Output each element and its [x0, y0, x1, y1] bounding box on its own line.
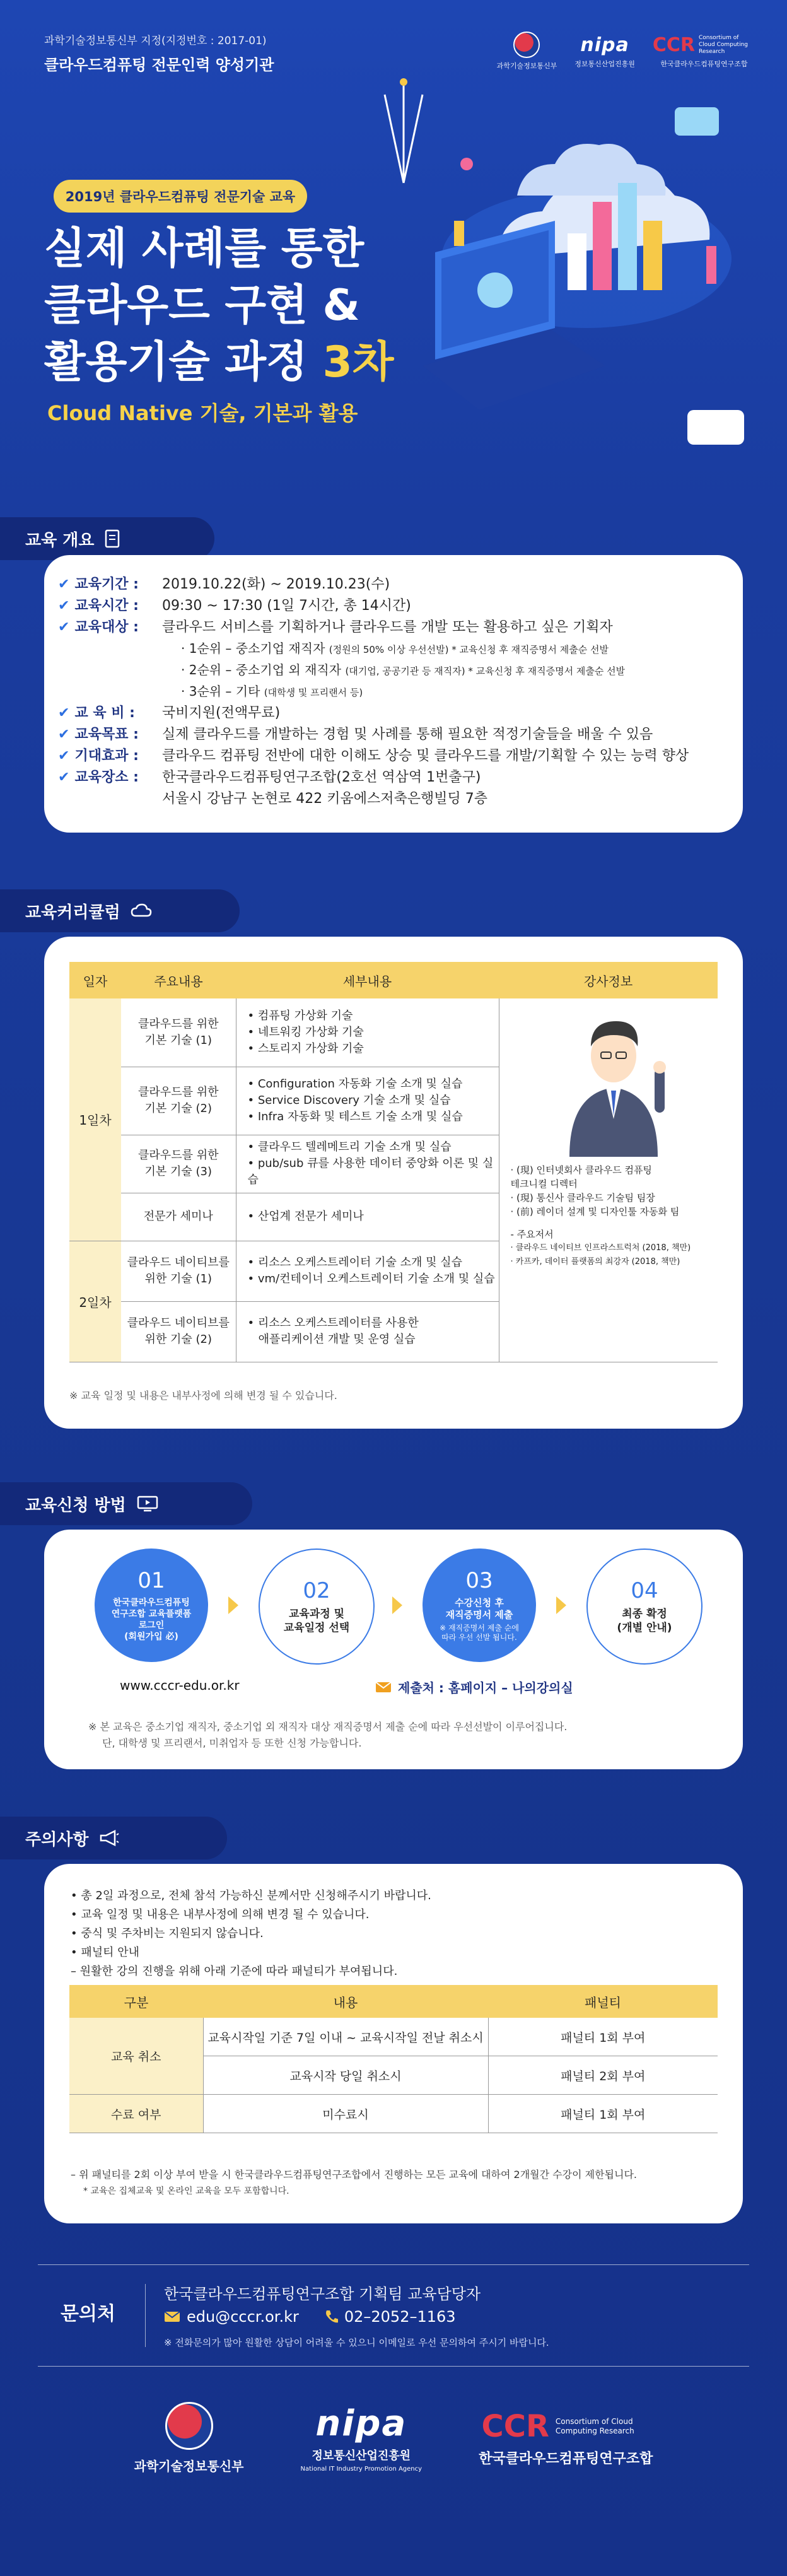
msit-emblem-icon — [513, 32, 540, 58]
contact-org: 한국클라우드컴퓨팅연구조합 기획팀 교육담당자 — [164, 2285, 481, 2303]
penalty-table: 구분 내용 패널티 교육 취소 교육시작일 기준 7일 이내 ~ 교육시작일 전날 취소시 패널티 1회 부여 교육시작 당일 취소시 패널티 2회 부여 수료 여부 미수료시 패널티 1회 부여 — [69, 1985, 718, 2133]
caution-footnotes: – 위 패널티를 2회 이상 부여 받을 시 한국클라우드컴퓨팅연구조합에서 진행하는 모든 교육에 대하여 2개월간 수강이 제한됩니다. * 교육은 집체교육 및 온라인 교육을 모두 포함합니다. — [71, 2169, 637, 2196]
contact-divider — [145, 2284, 146, 2347]
footer-nipa-logo: nipa 정보통신산업진흥원 National IT Industry Promotion Agency — [300, 2403, 423, 2473]
apply-step-3: 03 수강신청 후 재직증명서 제출 ※ 재직증명서 제출 순에 따라 우선 선발 됩니다. — [423, 1549, 536, 1662]
overview-period: ✔ 교육기간 : 2019.10.22(화) ~ 2019.10.23(수) — [58, 577, 390, 592]
overview-goal: ✔ 교육목표 : 실제 클라우드를 개발하는 경험 및 사례를 통해 필요한 적정기술들을 배울 수 있음 — [58, 727, 653, 742]
nipa-logo: nipa 정보통신산업진흥원 — [574, 33, 635, 68]
institution-title: 클라우드컴퓨팅 전문인력 양성기관 — [44, 56, 274, 74]
msit-emblem-icon — [165, 2402, 213, 2450]
table-row: 클라우드 네이티브를 위한 기술 (2) • 리소스 오케스트레이터를 사용한 애플리케이션 개발 및 운영 실습 — [69, 1301, 718, 1362]
contact-section — [38, 2264, 749, 2367]
footer-ccr-logo: CCR Consortium of Cloud Computing Research 한국클라우드컴퓨팅연구조합 — [479, 2408, 653, 2467]
table-row: 클라우드를 위한 기본 기술 (3) • 클라우드 텔레메트리 기술 소개 및 실습 • pub/sub 큐를 사용한 데이터 중앙화 이론 및 실습 — [69, 1135, 718, 1193]
apply-submit-info: 제출처 : 홈페이지 – 나의강의실 — [375, 1678, 573, 1696]
contact-label: 문의처 — [61, 2303, 115, 2325]
contact-email-link[interactable]: edu@cccr.or.kr — [187, 2308, 299, 2326]
table-row: 1일차 클라우드를 위한 기본 기술 (1) • 컴퓨팅 가상화 기술 • 네트워킹 가상화 기술 • 스토리지 가상화 기술 · (現) 인터넷회사 클라우드 컴퓨팅 테크니컬 디렉터 · (現) 통신사 클라우드 기술팀 팀장 · (前) 레이더 설계 및 디자인툴 자동화 팀 - 주요저서 · 클라우드 네이티브 인프라스트럭처 (2018, 책만) · 카프카, 데이터 플랫폼의 최강자 (2018, 책만) — [69, 998, 718, 1067]
mail-icon — [164, 2311, 180, 2322]
table-row: 수료 여부 미수료시 패널티 1회 부여 — [69, 2095, 718, 2133]
instructor-info: · (現) 인터넷회사 클라우드 컴퓨팅 테크니컬 디렉터 · (現) 통신사 클라우드 기술팀 팀장 · (前) 레이더 설계 및 디자인툴 자동화 팀 - 주요저서 · 클라우드 네이티브 인프라스트럭처 (2018, 책만) · 카프카, 데이터 플랫폼의 최강자 (2018, 책만) — [499, 998, 718, 1362]
overview-cost: ✔ 교 육 비 : 국비지원(전액무료) — [58, 705, 281, 721]
table-row: 교육 취소 교육시작일 기준 7일 이내 ~ 교육시작일 전날 취소시 패널티 1회 부여 — [69, 2018, 718, 2056]
caution-tab: 주의사항 — [0, 1817, 227, 1859]
apply-url-link[interactable]: www.cccr-edu.or.kr — [120, 1678, 240, 1693]
course-category-pill: 2019년 클라우드컴퓨팅 전문기술 교육 — [54, 180, 307, 213]
apply-tab: 교육신청 방법 — [0, 1482, 252, 1525]
monitor-icon — [136, 1496, 159, 1512]
table-row: 전문가 세미나 • 산업계 전문가 세미나 — [69, 1193, 718, 1241]
contact-phone[interactable]: 02–2052–1163 — [344, 2308, 456, 2326]
instructor-avatar-icon — [551, 1012, 677, 1157]
document-icon — [105, 529, 121, 548]
phone-icon — [324, 2309, 338, 2324]
overview-target-priorities: · 1순위 – 중소기업 재직자 (정원의 50% 이상 우선선발) * 교육신청 후 재직증명서 제출순 선발 · 2순위 – 중소기업 외 재직자 (대기업, 공공기관 등 재직자) * 교육신청 후 재직증명서 제출순 선발 · 3순위 – 기타 (대학생 및 프리랜서 등) — [181, 641, 626, 699]
curriculum-table: 일자 주요내용 세부내용 강사정보 1일차 클라우드를 위한 기본 기술 (1) • 컴퓨팅 가상화 기술 • 네트워킹 가상화 기술 • 스토리지 가상화 기술 · (現) 인터넷회사 클라우드 컴퓨팅 테크니컬 디렉터 · (現) 통신사 클라우드 기술팀 팀장 · (前) 레이더 설계 및 디자인툴 자동화 팀 - 주요저서 · 클라우드 네이티브 인프라스트럭처 (2018, 책만) · 카프카, 데이터 플랫폼의 최강자 (2018, 책만) 클라우드를 위한 기본 기술 (2) • Configuration 자동화 기술 소개 및 실습 • Service Discovery 기술 소개 및 실습 • Infra 자동화 및 테스트 기술 소개 및 실습 클라우드를 위한 기본 기술 (3) • 클라우드 텔레메트리 기술 소개 및 실습 • pub/sub 큐를 사용한 데이터 중앙화 이론 및 실습 전문가 세미나 • 산업계 전문가 세미나 2일차 클라우드 네이티브를 위한 기술 (1) • 리소스 오케스트레이터 기술 소개 및 실습 • vm/컨테이너 오케스트레이터 기술 소개 및 실습 클라우드 네이티브를 위한 기술 (2) • 리소스 오케스트레이터를 사용한 애플리케이션 개발 및 운영 실습 — [69, 962, 718, 1362]
course-title: 실제 사례를 통한 클라우드 구현 & 활용기술 과정 3차 — [44, 224, 394, 387]
apply-notes: ※ 본 교육은 중소기업 재직자, 중소기업 외 재직자 대상 재직증명서 제출 순에 따라 우선선발이 이루어집니다. 단, 대학생 및 프리랜서, 미취업자 등 또한 신청 가능합니다. — [88, 1721, 568, 1749]
arrow-right-icon — [392, 1596, 402, 1614]
apply-step-4: 04 최종 확정 (개별 안내) — [586, 1549, 702, 1665]
curriculum-card — [44, 937, 743, 1429]
header-designation — [44, 32, 274, 74]
megaphone-icon — [98, 1830, 120, 1846]
table-row: 2일차 클라우드 네이티브를 위한 기술 (1) • 리소스 오케스트레이터 기술 소개 및 실습 • vm/컨테이너 오케스트레이터 기술 소개 및 실습 — [69, 1241, 718, 1301]
curriculum-tab: 교육커리큘럼 — [0, 889, 240, 932]
overview-time: ✔ 교육시간 : 09:30 ~ 17:30 (1일 7시간, 총 14시간) — [58, 598, 411, 614]
check-icon: ✔ — [58, 727, 70, 742]
overview-card — [44, 555, 743, 833]
cloud-icon — [131, 903, 152, 918]
apply-step-2: 02 교육과정 및 교육일정 선택 — [259, 1549, 375, 1665]
caution-bullets: • 총 2일 과정으로, 전체 참석 가능하신 분께서만 신청해주시기 바랍니다. • 교육 일정 및 내용은 내부사정에 의해 변경 될 수 있습니다. • 중식 및 주차비는 지원되지 않습니다. • 패널티 안내 – 원활한 강의 진행을 위해 아래 기준에 따라 패널티가 부여됩니다. — [71, 1889, 431, 1978]
table-row: 클라우드를 위한 기본 기술 (2) • Configuration 자동화 기술 소개 및 실습 • Service Discovery 기술 소개 및 실습 • Infra 자동화 및 테스트 기술 소개 및 실습 — [69, 1067, 718, 1135]
footer-msit-logo: 과학기술정보통신부 — [134, 2402, 244, 2474]
caution-card — [44, 1864, 743, 2223]
msit-logo: 과학기술정보통신부 — [497, 32, 557, 71]
designation-text: 과학기술정보통신부 지정(지정번호 : 2017-01) — [44, 35, 267, 47]
ccr-logo: CCR Consortium of Cloud Computing Research 한국클라우드컴퓨팅연구조합 — [652, 33, 748, 68]
overview-effect: ✔ 기대효과 : 클라우드 컴퓨팅 전반에 대한 이해도 상승 및 클라우드를 개발/기획할 수 있는 능력 향상 — [58, 748, 689, 764]
cloud-tech-illustration — [378, 57, 769, 511]
check-icon: ✔ — [58, 619, 70, 635]
check-icon: ✔ — [58, 770, 70, 785]
contact-note: ※ 전화문의가 많아 원활한 상담이 어려울 수 있으니 이메일로 우선 문의하여 주시기 바랍니다. — [164, 2337, 549, 2348]
overview-tab: 교육 개요 — [0, 517, 214, 560]
course-subtitle: Cloud Native 기술, 기본과 활용 — [47, 401, 358, 425]
check-icon: ✔ — [58, 748, 70, 764]
overview-location: ✔ 교육장소 : 한국클라우드컴퓨팅연구조합(2호선 역삼역 1번출구) 서울시 강남구 논현로 422 키움에스저축은행빌딩 7층 — [58, 770, 487, 807]
mail-icon — [375, 1682, 392, 1693]
check-icon: ✔ — [58, 598, 70, 614]
check-icon: ✔ — [58, 705, 70, 721]
overview-target: ✔ 교육대상 : 클라우드 서비스를 기획하거나 클라우드를 개발 또는 활용하고 싶은 기획자 — [58, 619, 613, 635]
contact-methods — [164, 2308, 456, 2326]
arrow-right-icon — [556, 1596, 566, 1614]
apply-card — [44, 1530, 743, 1769]
apply-step-1: 01 한국클라우드컴퓨팅 연구조합 교육플랫폼 로그인 (회원가입 必) — [95, 1549, 208, 1662]
check-icon: ✔ — [58, 577, 70, 592]
footer-logos — [0, 2391, 787, 2485]
table-row: 교육시작 당일 취소시 패널티 2회 부여 — [69, 2056, 718, 2095]
curriculum-note: ※ 교육 일정 및 내용은 내부사정에 의해 변경 될 수 있습니다. — [69, 1390, 337, 1402]
arrow-right-icon — [228, 1596, 238, 1614]
